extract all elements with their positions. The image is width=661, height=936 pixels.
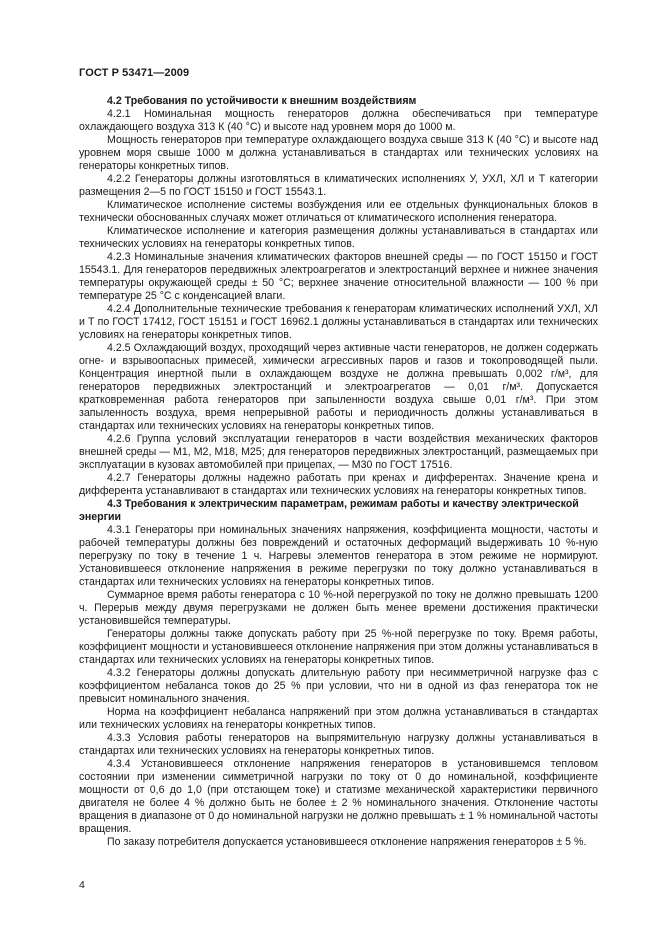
paragraph: Климатическое исполнение системы возбуждения или ее отдельных функциональных блоков в технически обоснованных случаях может отличаться от климатического исполнения генератора. <box>79 199 598 224</box>
paragraph: По заказу потребителя допускается установившееся отклонение напряжения генераторов ± 5 %. <box>107 836 587 848</box>
paragraph: 4.2.7 Генераторы должны надежно работать при кренах и дифферентах. Значение крена и дифферента устанавливают в стандартах или технических условиях на генераторы конкретных типов. <box>79 472 598 497</box>
document-body <box>79 95 598 849</box>
paragraph: 4.2.1 Номинальная мощность генераторов должна обеспечиваться при температуре охлаждающего воздуха 313 К (40 °С) и высоте над уровнем моря до 1000 м. <box>79 108 598 133</box>
paragraph: 4.2.6 Группа условий эксплуатации генераторов в части воздействия механических факторов внешней среды — М1, М2, М18, М25; для генераторов передвижных электростанций, размещаемых при эксплуатации в кузовах автомобилей при прицепах, — М30 по ГОСТ 17516. <box>79 433 598 471</box>
page-number: 4 <box>79 879 85 891</box>
paragraph: 4.3.3 Условия работы генераторов на выпрямительную нагрузку должны устанавливаться в стандартах или технических условиях на генераторы конкретных типов. <box>79 732 598 757</box>
paragraph: 4.3.4 Установившееся отклонение напряжения генераторов в установившемся тепловом состоянии при изменении симметричной нагрузки по току от 0 до номинальной, коэффициенте мощности от 0,6 до 1,0 (при отстающем токе) и статизме механической характеристики первичного двигателя не более 4 % должно быть не более ± 2 % номинального значения. Отклонение частоты вращения в диапазоне от 0 до номинальной нагрузки не должно превышать ± 1 % номинальной частоты вращения. <box>79 758 598 835</box>
paragraph: 4.2.4 Дополнительные технические требования к генераторам климатических исполнений УХЛ, ХЛ и Т по ГОСТ 17412, ГОСТ 15151 и ГОСТ 16962.1 должны устанавливаться в стандартах или технических условиях на генераторы конкретных типов. <box>79 303 598 341</box>
standard-header: ГОСТ Р 53471—2009 <box>79 67 190 79</box>
section-heading: 4.3 Требования к электрическим параметрам, режимам работы и качеству электрической энергии <box>79 498 579 523</box>
paragraph: Суммарное время работы генератора с 10 %-ной перегрузкой по току не должно превышать 1200 ч. Перерыв между двумя перегрузками не должен быть менее времени достижения практически установившейся температуры. <box>79 589 598 627</box>
paragraph: 4.2.3 Номинальные значения климатических факторов внешней среды — по ГОСТ 15150 и ГОСТ 15543.1. Для генераторов передвижных электроагрегатов и электростанций верхнее и нижнее значения температуры окружающей среды ± 50 °С; верхнее значение относительной влажности — 100 % при температуре 25 °С с конденсацией влаги. <box>79 251 598 302</box>
paragraph: 4.2.5 Охлаждающий воздух, проходящий через активные части генераторов, не должен содержать огне- и взрывоопасных примесей, химически агрессивных паров и газов и токопроводящей пыли. Концентрация инертной пыли в охлаждающем воздухе не должна превышать 0,002 г/м³, для генераторов передвижных электростанций и электроагрегатов — 0,01 г/м³. Допускается кратковременная работа генераторов при запыленности воздуха свыше 0,01 г/м³. При этом запыленность воздуха, время непрерывной работы и периодичность должны устанавливаться в стандартах или технических условиях на генераторы конкретных типов. <box>79 342 598 432</box>
paragraph: Норма на коэффициент небаланса напряжений при этом должна устанавливаться в стандартах или технических условиях на генераторы конкретных типов. <box>79 706 598 731</box>
paragraph: 4.3.1 Генераторы при номинальных значениях напряжения, коэффициента мощности, частоты и рабочей температуры должны без повреждений и остаточных деформаций выдерживать 10 %-ную перегрузку по току в течение 1 ч. Нагревы элементов генератора в этом режиме не нормируют. Установившееся отклонение напряжения в режиме перегрузки по току должно устанавливаться в стандартах или технических условиях на генераторы конкретных типов. <box>79 524 598 588</box>
paragraph: 4.2.2 Генераторы должны изготовляться в климатических исполнениях У, УХЛ, ХЛ и Т категории размещения 2—5 по ГОСТ 15150 и ГОСТ 15543.1. <box>79 173 598 198</box>
section-heading: 4.2 Требования по устойчивости к внешним воздействиям <box>107 95 417 107</box>
paragraph: 4.3.2 Генераторы должны допускать длительную работу при несимметричной нагрузке фаз с коэффициентом небаланса токов до 25 % при условии, что ни в одной из фаз генератора ток не превысит номинального значения. <box>79 667 598 705</box>
paragraph: Климатическое исполнение и категория размещения должны устанавливаться в стандартах или технических условиях на генераторы конкретных типов. <box>79 225 598 250</box>
paragraph: Генераторы должны также допускать работу при 25 %-ной перегрузке по току. Время работы, коэффициент мощности и установившееся отклонение напряжения при этом должны устанавливаться в стандартах или технических условиях на генераторы конкретных типов. <box>79 628 598 666</box>
paragraph: Мощность генераторов при температуре охлаждающего воздуха свыше 313 К (40 °С) и высоте над уровнем моря свыше 1000 м должна устанавливаться в стандартах или технических условиях на генераторы конкретных типов. <box>79 134 598 172</box>
